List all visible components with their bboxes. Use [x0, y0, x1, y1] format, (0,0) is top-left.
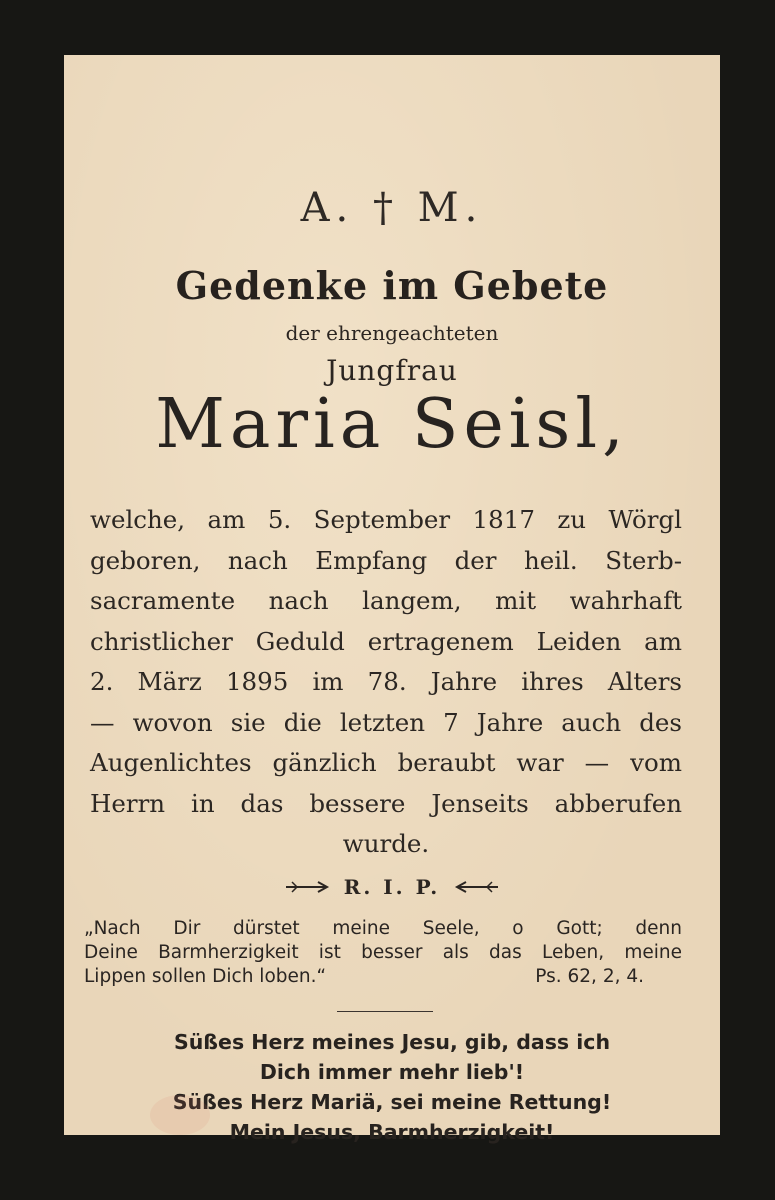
quote-line-text: Lippen sollen Dich loben.“	[84, 966, 327, 987]
quote-reference: Ps. 62, 2, 4.	[535, 966, 644, 987]
divider	[337, 1011, 433, 1012]
rip-line	[64, 875, 720, 900]
title-prefix: Jungfrau	[326, 354, 458, 387]
obituary-line: sacramente nach langem, mit wahrhaft	[90, 586, 682, 615]
quote-line: „Nach Dir dürstet meine Seele, o Gott; denn	[84, 918, 682, 939]
prayer-line: Mein Jesus, Barmherzigkeit!	[229, 1120, 555, 1144]
obituary-line: Herrn in das bessere Jenseits abberufen	[90, 788, 682, 818]
arrow-left-icon	[454, 875, 500, 900]
header-mark: A. † M.	[300, 185, 484, 231]
obituary-line: — wovon sie die letzten 7 Jahre auch des	[90, 707, 682, 737]
subheading: der ehrengeachteten	[285, 321, 499, 345]
obituary-line: geboren, nach Empfang der heil. Sterb-	[90, 545, 682, 575]
rip-text: R. I. P.	[343, 875, 441, 899]
prayer-line: Süßes Herz meines Jesu, gib, dass ich	[173, 1030, 611, 1054]
arrow-right-icon	[284, 875, 330, 900]
prayer-line: Dich immer mehr lieb'!	[259, 1060, 525, 1084]
heading: Gedenke im Gebete	[175, 263, 609, 308]
obituary-line: wurde.	[342, 829, 430, 858]
quote-line: Deine Barmherzigkeit ist besser als das Leben, meine	[84, 942, 682, 963]
obituary-line: 2. März 1895 im 78. Jahre ihres Alters	[90, 667, 682, 696]
paper-stain	[150, 1095, 210, 1135]
obituary-line: christlicher Geduld ertragenem Leiden am	[90, 626, 682, 656]
paper-panel	[64, 55, 720, 1144]
obituary-line: welche, am 5. September 1817 zu Wörgl	[90, 505, 682, 534]
obituary-text	[90, 500, 682, 865]
prayer-line: Süßes Herz Mariä, sei meine Rettung!	[172, 1090, 612, 1114]
quote-line	[84, 965, 682, 989]
scripture-quote	[84, 917, 682, 989]
deceased-name: Maria Seisl,	[155, 385, 629, 464]
obituary-line: Augenlichtes gänzlich beraubt war — vom	[90, 748, 682, 777]
